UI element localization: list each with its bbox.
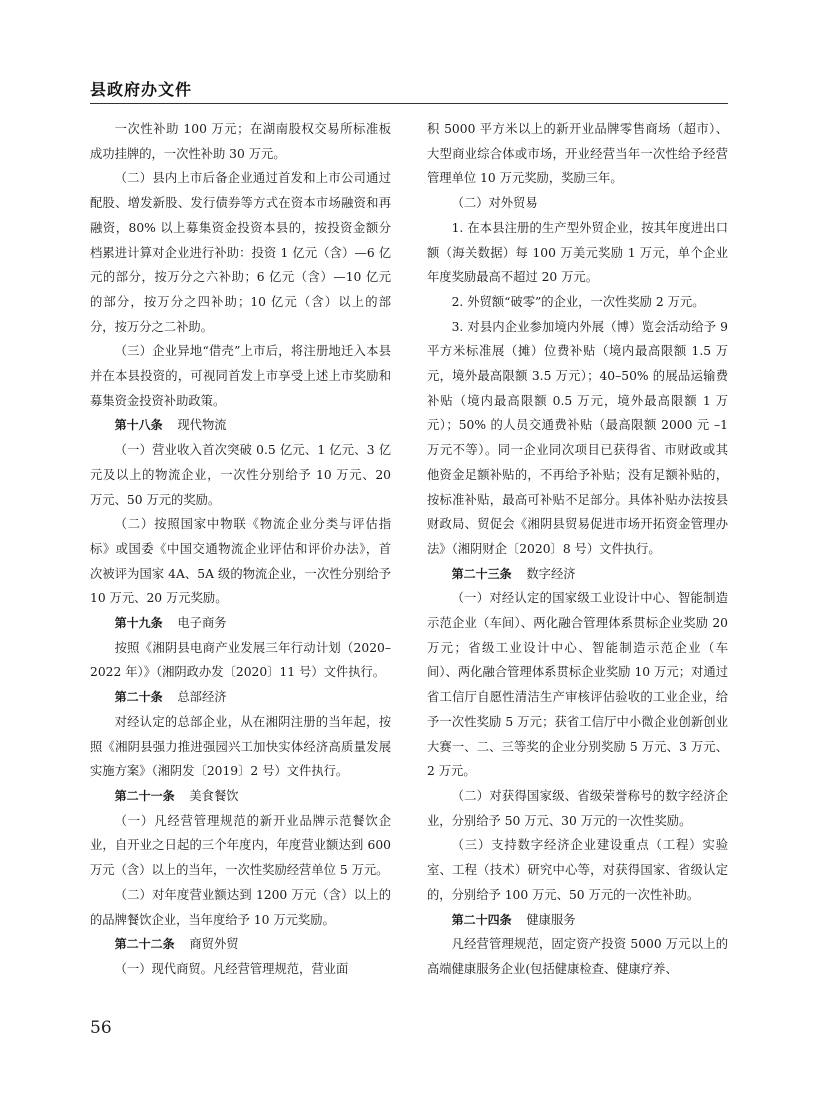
paragraph: 1. 在本县注册的生产型外贸企业，按其年度进出口额（海关数据）每 100 万美元奖励 1 万元，单个企业年度奖励最高不超过 20 万元。: [427, 220, 728, 285]
article-heading: [90, 685, 391, 710]
article-heading: [427, 562, 728, 587]
paragraph: （三）支持数字经济企业建设重点（工程）实验室、工程（技术）研究中心等，对获得国家、省级认定的，分别给予 100 万元、50 万元的一次性补助。: [427, 838, 728, 902]
article-number: 第二十四条: [451, 912, 512, 927]
article-heading: [90, 932, 391, 957]
article-topic: 数字经济: [526, 566, 576, 581]
paragraph: （一）现代商贸。凡经营管理规范，营业面: [114, 961, 349, 976]
right-column: [427, 117, 728, 982]
left-column: [90, 117, 391, 982]
article-topic: 电子商务: [177, 616, 227, 631]
article-number: 第十九条: [114, 616, 163, 631]
article-number: 第二十二条: [114, 937, 175, 952]
article-heading: [90, 784, 391, 809]
header-divider: [90, 103, 728, 104]
header-title: 县政府办文件: [90, 80, 193, 99]
article-topic: 商贸外贸: [189, 937, 239, 952]
paragraph: （二）县内上市后备企业通过首发和上市公司通过配股、增发新股、发行债券等方式在资本市场融资和再融资，80% 以上募集资金投资本县的，按投资金额分档累进计算对企业进行补助：投资 1 亿元（含）—6 亿元的部分，按万分之六补助；6 亿元（含）—10 亿元的部分，按万分之四补助；10 亿元（含）以上的部分，按万分之二补助。: [90, 171, 391, 334]
article-topic: 健康服务: [526, 912, 576, 927]
article-number: 第十八条: [114, 418, 163, 433]
article-heading: [90, 611, 391, 636]
paragraph: （一）凡经营管理规范的新开业品牌示范餐饮企业，自开业之日起的三个年度内，年度营业额达到 600 万元（含）以上的当年，一次性奖励经营单位 5 万元。: [90, 813, 391, 878]
article-number: 第二十三条: [451, 566, 512, 581]
page-number: 56: [90, 1018, 112, 1038]
paragraph: 2. 外贸额“破零”的企业，一次性奖励 2 万元。: [451, 294, 705, 309]
paragraph: （二）对外贸易: [451, 196, 538, 211]
paragraph: 按照《湘阴县电商产业发展三年行动计划（2020–2022 年）》（湘阴政办发〔2020〕11 号）文件执行。: [90, 640, 391, 680]
paragraph: （二）对获得国家级、省级荣誉称号的数字经济企业，分别给予 50 万元、30 万元的一次性奖励。: [427, 788, 728, 828]
paragraph-continued: 积 5000 平方米以上的新开业品牌零售商场（超市）、大型商业综合体或市场，开业经营当年一次性给予经营管理单位 10 万元奖励，奖励三年。: [427, 122, 728, 186]
paragraph: （三）企业异地“借壳”上市后，将注册地迁入本县并在本县投资的，可视同首发上市享受上述上市奖励和募集资金投资补助政策。: [90, 344, 391, 408]
paragraph: （一）营业收入首次突破 0.5 亿元、1 亿元、3 亿元及以上的物流企业，一次性分别给予 10 万元、20 万元、50 万元的奖励。: [90, 443, 391, 507]
paragraph: 一次性补助 100 万元；在湖南股权交易所标准板成功挂牌的，一次性补助 30 万元。: [90, 122, 391, 161]
paragraph: 凡经营管理规范，固定资产投资 5000 万元以上的高端健康服务企业(包括健康检查、健康疗养、: [427, 937, 728, 976]
paragraph: （一）对经认定的国家级工业设计中心、智能制造示范企业（车间）、两化融合管理体系贯标企业奖励 20 万元；省级工业设计中心、智能制造示范企业（车间）、两化融合管理体系贯标企业奖励 10 万元；对通过省工信厅自愿性清洁生产审核评估验收的工业企业，给予一次性奖励 5 万元；获省工信厅中小微企业创新创业大赛一、二、三等奖的企业分别奖励 5 万元、3 万元、2 万元。: [427, 591, 728, 779]
paragraph: 对经认定的总部企业，从在湘阴注册的当年起，按照《湘阴县强力推进强园兴工加快实体经济高质量发展实施方案》（湘阴发〔2019〕2 号）文件执行。: [90, 714, 391, 779]
article-number: 第二十一条: [114, 788, 175, 803]
paragraph: （二）按照国家中物联《物流企业分类与评估指标》或国委《中国交通物流企业评估和评价办法》，首次被评为国家 4A、5A 级的物流企业，一次性分别给予 10 万元、20 万元奖励。: [90, 517, 391, 606]
article-heading: [90, 413, 391, 438]
article-topic: 美食餐饮: [189, 788, 239, 803]
article-topic: 总部经济: [177, 690, 227, 705]
article-number: 第二十条: [114, 690, 163, 705]
article-heading: [427, 908, 728, 933]
paragraph: （二）对年度营业额达到 1200 万元（含）以上的的品牌餐饮企业，当年度给予 10 万元奖励。: [90, 887, 391, 927]
paragraph: 3. 对县内企业参加境内外展（博）览会活动给予 9 平方米标准展（摊）位费补贴（境内最高限额 1.5 万元，境外最高限额 3.5 万元）；40–50% 的展品运输费补贴（境内最高限额 0.5 万元，境外最高限额 1 万元）；50% 的人员交通费补贴（最高限额 2000 元 –1 万元不等）。同一企业同次项目已获得省、市财政或其他资金足额补贴的，不再给予补贴；没有足额补贴的，按标准补贴，最高可补贴不足部分。具体补贴办法按县财政局、贸促会《湘阴县贸易促进市场开拓资金管理办法》（湘阴财企〔2020〕8 号）文件执行。: [427, 319, 728, 556]
article-topic: 现代物流: [177, 418, 227, 433]
